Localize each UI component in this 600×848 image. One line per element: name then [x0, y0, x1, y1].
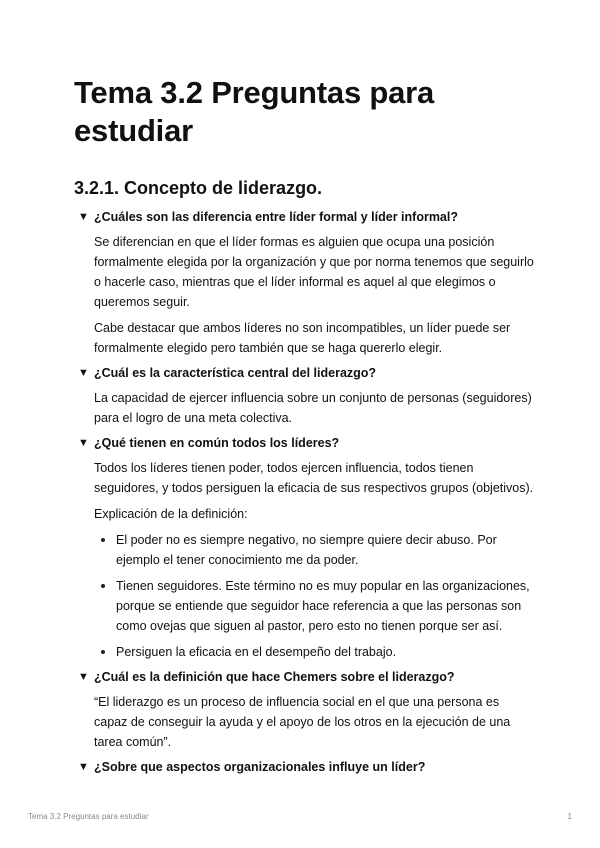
toggle-question: ¿Cuál es la definición que hace Chemers sobre el liderazgo?: [94, 670, 455, 684]
paragraph: La capacidad de ejercer influencia sobre un conjunto de personas (seguidores) para el logro de una meta colectiva.: [94, 391, 532, 425]
toggle-question: ¿Cuáles son las diferencia entre líder formal y líder informal?: [94, 210, 458, 224]
paragraph: Cabe destacar que ambos líderes no son incompatibles, un líder puede ser formalmente elegido pero también que se haga quererlo elegir.: [94, 321, 511, 355]
bullet-list: [94, 530, 534, 662]
toggle-body: [94, 232, 534, 358]
document-page: [74, 74, 534, 776]
toggle-block: [74, 758, 534, 776]
triangle-down-icon[interactable]: ▼: [78, 437, 89, 449]
paragraph: Explicación de la definición:: [94, 507, 248, 521]
list-item: [94, 576, 534, 636]
triangle-down-icon[interactable]: ▼: [78, 761, 89, 773]
bullet-icon: [101, 584, 105, 588]
toggle-header[interactable]: [78, 668, 534, 686]
page-title: Tema 3.2 Preguntas para estudiar: [74, 75, 435, 148]
list-item: [94, 642, 534, 662]
footer-title: Tema 3.2 Preguntas para estudiar: [28, 812, 149, 821]
toggle-header[interactable]: [78, 758, 534, 776]
toggle-block: [74, 208, 534, 358]
toggle-block: [74, 434, 534, 662]
paragraph: “El liderazgo es un proceso de influencia social en el que una persona es capaz de conseguir la ayuda y el apoyo de los otros en la ejecución de una tarea común”.: [94, 695, 511, 749]
paragraph: Se diferencian en que el líder formas es alguien que ocupa una posición formalmente elegida por la organización y que por norma tenemos que seguirlo o hacerle caso, mientras que el líder informal es aquel al que elegimos o queremos seguir.: [94, 235, 534, 309]
toggle-block: [74, 364, 534, 428]
toggle-body: [94, 458, 534, 662]
page-number: 1: [567, 812, 572, 821]
toggle-body: [94, 388, 534, 428]
triangle-down-icon[interactable]: ▼: [78, 367, 89, 379]
list-item-text: Tienen seguidores. Este término no es muy popular en las organizaciones, porque se entiende que seguidor hace referencia a que las personas son como ovejas que siguen al pastor, pero esto no tienen porque ser así.: [116, 579, 530, 633]
list-item: [94, 530, 534, 570]
bullet-icon: [101, 538, 105, 542]
triangle-down-icon[interactable]: ▼: [78, 671, 89, 683]
toggle-question: ¿Sobre que aspectos organizacionales influye un líder?: [94, 760, 426, 774]
bullet-icon: [101, 650, 105, 654]
toggle-question: ¿Qué tienen en común todos los líderes?: [94, 436, 340, 450]
toggle-block: [74, 668, 534, 752]
toggle-body: [94, 692, 534, 752]
triangle-down-icon[interactable]: ▼: [78, 211, 89, 223]
toggle-header[interactable]: [78, 364, 534, 382]
page-footer: [28, 812, 572, 821]
list-item-text: Persiguen la eficacia en el desempeño del trabajo.: [116, 645, 397, 659]
list-item-text: El poder no es siempre negativo, no siempre quiere decir abuso. Por ejemplo el tener conocimiento me da poder.: [116, 533, 497, 567]
paragraph: Todos los líderes tienen poder, todos ejercen influencia, todos tienen seguidores, y todos persiguen la eficacia de sus respectivos grupos (objetivos).: [94, 461, 534, 495]
section-heading: 3.2.1. Concepto de liderazgo.: [74, 178, 323, 198]
toggle-header[interactable]: [78, 208, 534, 226]
toggle-header[interactable]: [78, 434, 534, 452]
toggle-question: ¿Cuál es la característica central del liderazgo?: [94, 366, 377, 380]
